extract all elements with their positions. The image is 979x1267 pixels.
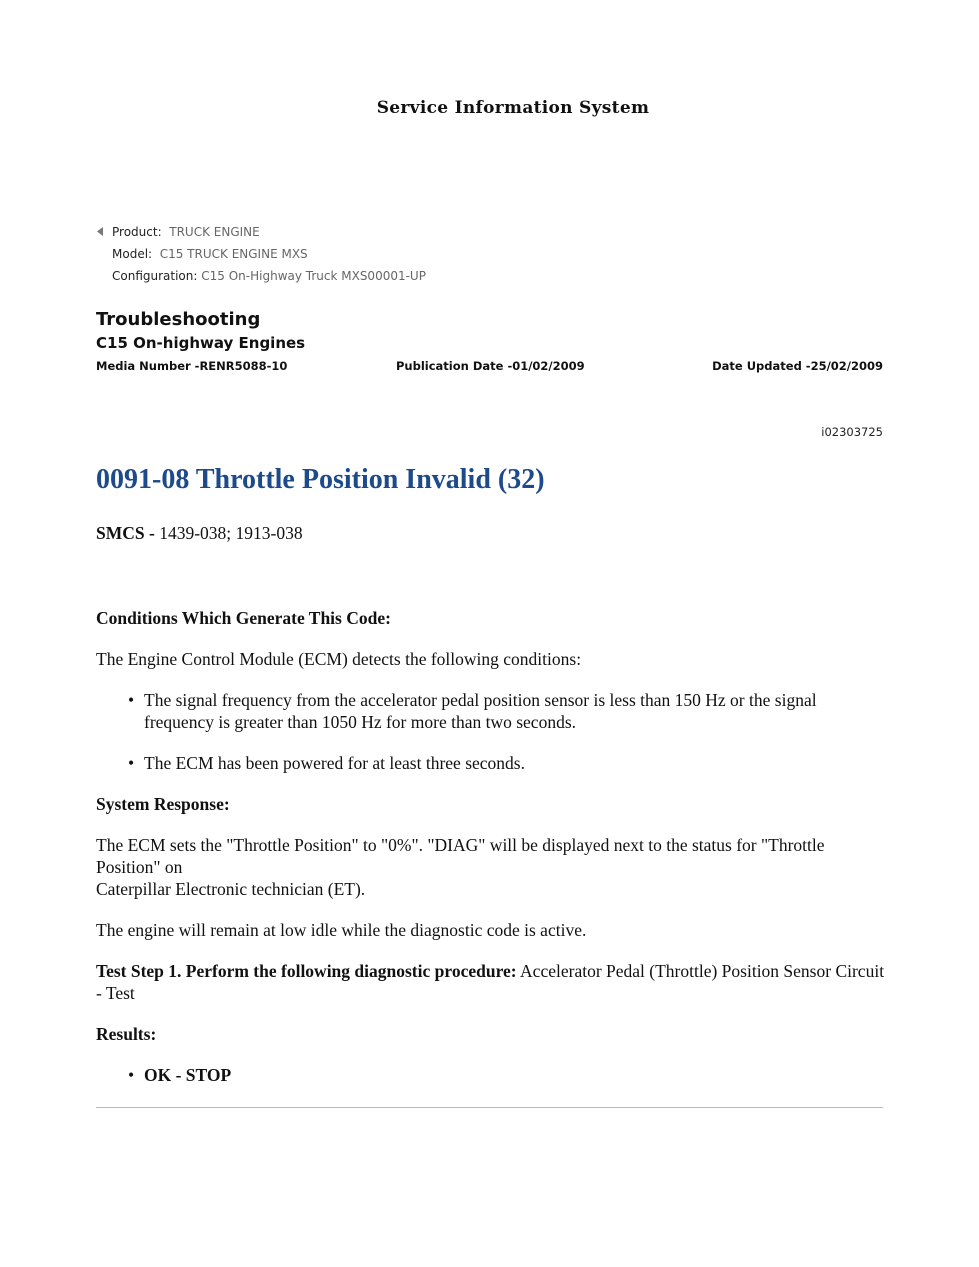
configuration-line [96, 266, 426, 288]
bullet-glyph: • [128, 1065, 135, 1085]
product-info [96, 222, 426, 288]
condition-item [96, 752, 886, 774]
condition-item [96, 689, 886, 733]
test-step [96, 960, 886, 1004]
idle-paragraph: The engine will remain at low idle while the diagnostic code is active. [96, 920, 587, 940]
back-arrow-icon[interactable] [95, 226, 104, 237]
response-paragraph [96, 834, 886, 900]
article-body [96, 522, 886, 1086]
configuration-value: C15 On-Highway Truck MXS00001-UP [201, 269, 426, 283]
product-label: Product: [112, 225, 162, 239]
conditions-heading: Conditions Which Generate This Code: [96, 608, 391, 628]
article-heading: 0091-08 Throttle Position Invalid (32) [96, 464, 545, 495]
configuration-label: Configuration: [112, 269, 198, 283]
bullet-glyph: • [128, 690, 135, 710]
response-heading: System Response: [96, 794, 230, 814]
media-number: Media Number -RENR5088-10 [96, 359, 288, 373]
document-id: i02303725 [821, 425, 883, 439]
response-line-2: Caterpillar Electronic technician (ET). [96, 879, 366, 899]
publication-date: Publication Date -01/02/2009 [396, 359, 585, 373]
smcs-label: SMCS - [96, 523, 155, 543]
bottom-divider [96, 1107, 883, 1108]
result-item [96, 1064, 886, 1086]
result-text: OK - STOP [144, 1065, 232, 1085]
model-line [96, 244, 426, 266]
conditions-intro: The Engine Control Module (ECM) detects the following conditions: [96, 649, 582, 669]
sis-header-title: Service Information System [376, 98, 650, 118]
smcs-line [96, 522, 886, 544]
model-value: C15 TRUCK ENGINE MXS [159, 247, 308, 261]
document-title: Troubleshooting [96, 309, 261, 330]
product-value: TRUCK ENGINE [169, 225, 260, 239]
condition-text: The ECM has been powered for at least three seconds. [144, 753, 525, 773]
smcs-value: 1439-038; 1913-038 [159, 523, 303, 543]
document-subtitle: C15 On-highway Engines [96, 334, 306, 352]
bullet-glyph: • [128, 753, 135, 773]
test-step-label: Test Step 1. Perform the following diagnostic procedure: [96, 961, 517, 981]
model-label: Model: [112, 247, 153, 261]
date-updated: Date Updated -25/02/2009 [712, 359, 883, 373]
response-line-1: The ECM sets the "Throttle Position" to "0%". "DIAG" will be displayed next to the status for "Throttle Position" on [96, 835, 825, 877]
results-heading: Results: [96, 1024, 157, 1044]
condition-text: The signal frequency from the accelerator pedal position sensor is less than 150 Hz or the signal frequency is greater than 1050 Hz for more than two seconds. [144, 690, 817, 732]
product-line [96, 222, 426, 244]
test-step-text: Accelerator Pedal (Throttle) Position Sensor Circuit - Test [96, 961, 885, 1003]
